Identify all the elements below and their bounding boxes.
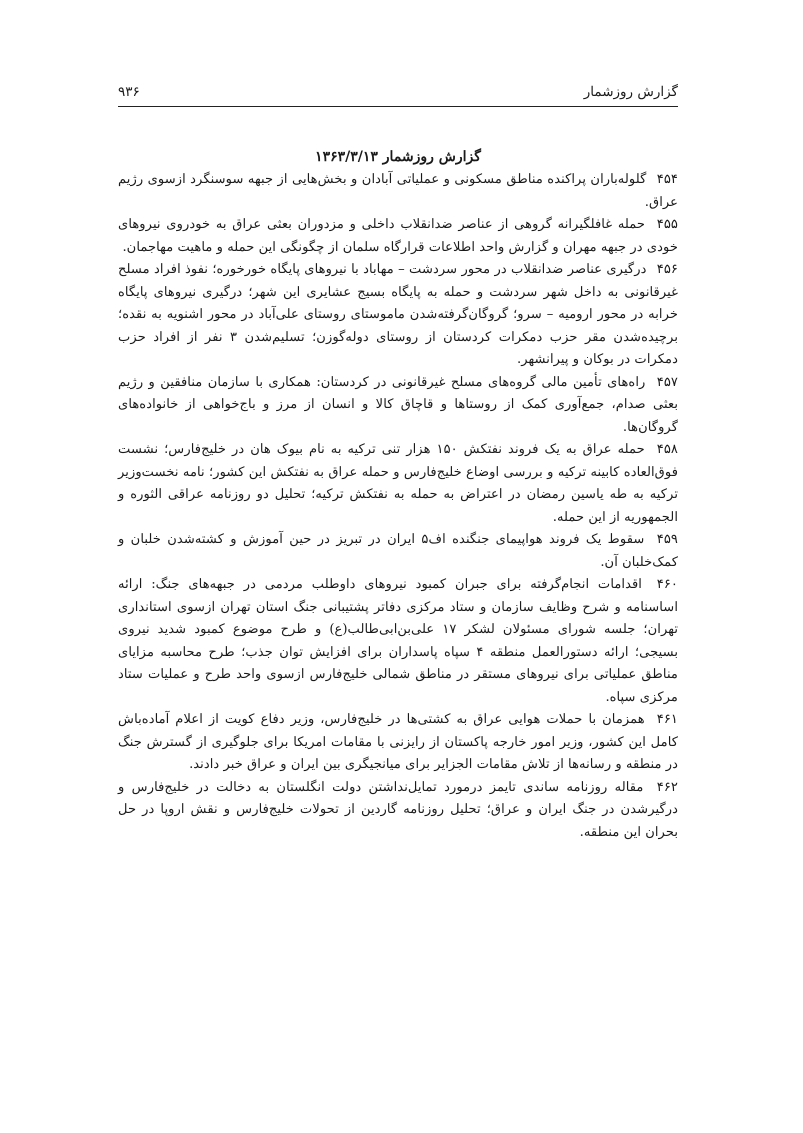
entry-text: سقوط یک فروند هواپیمای جنگنده اف‌۵ ایران در تبریز در حین آموزش و کشته‌شدن خلبان و کمک‌خلبان آن. bbox=[118, 532, 678, 570]
running-header bbox=[118, 84, 678, 107]
entry-462 bbox=[118, 777, 678, 845]
entry-number: ۴۵۶ bbox=[656, 262, 679, 277]
entry-text: اقدامات انجام‌گرفته برای جبران کمبود نیروهای داوطلب مردمی در جبهه‌های جنگ: ارائه اساسنامه و شرح وظایف سازمان و ستاد مرکزی دفاتر پشتیبانی جنگ استان تهران ازسوی استانداری تهران؛ جلسه شورای مسئولان لشکر ۱۷ علی‌بن‌ابی‌طالب(ع) و طرح موضوع کمبود شدید نیروی بسیجی؛ ارائه دستورالعمل منطقه ۴ سپاه پاسداران برای افزایش توان جذب؛ طرح محاسبه مزایای مناطق عملیاتی برای نیروهای مستقر در مناطق شمالی خلیج‌فارس ازسوی واحد طرح و عملیات ستاد مرکزی سپاه. bbox=[118, 577, 678, 705]
day-report-title: گزارش روزشمار ۱۳۶۳/۳/۱۳ bbox=[315, 149, 481, 165]
entry-text: حمله عراق به یک فروند نفتکش ۱۵۰ هزار تنی ترکیه به نام بیوک هان در خلیج‌فارس؛ نشست فوق‌العاده کابینه ترکیه و بررسی اوضاع خلیج‌فارس و حمله عراق به نفتکش این کشور؛ نامه نخست‌وزیر ترکیه به طه یاسین رمضان در اعتراض به حمله به نفتکش ترکیه؛ تحلیل دو روزنامه عراقی الثوره و الجمهوریه از این حمله. bbox=[118, 442, 678, 525]
entry-text: راه‌های تأمین مالی گروه‌های مسلح غیرقانونی در کردستان: همکاری با سازمان منافقین و رژیم بعثی صدام، جمع‌آوری کمک از روستاها و قاچاق کالا و انسان از مرز و باج‌خواهی از خانواده‌های گروگان‌ها. bbox=[118, 374, 678, 435]
entry-457 bbox=[118, 372, 678, 440]
entry-text: درگیری عناصر ضدانقلاب در محور سردشت – مهاباد با نیروهای پایگاه خورخوره؛ نفوذ افراد مسلح غیرقانونی به داخل شهر سردشت و حمله به پایگاه بسیج عشایری این شهر؛ درگیری نیروهای پایگاه خرابه در محور ارومیه – سرو؛ گروگان‌گرفته‌شدن ماموستای روستای علی‌آباد در محور اشنویه به نقده؛ برچیده‌شدن مقر حزب دمکرات کردستان از روستای دوله‌گوزن؛ تسلیم‌شدن ۳ نفر از افراد حزب دمکرات در بوکان و پیرانشهر. bbox=[118, 262, 678, 367]
entry-number: ۴۶۲ bbox=[656, 779, 678, 795]
entry-number: ۴۶۰ bbox=[656, 577, 678, 592]
entry-number: ۴۵۷ bbox=[656, 374, 678, 390]
entry-461 bbox=[118, 709, 678, 777]
entry-number: ۴۵۴ bbox=[656, 172, 678, 187]
entry-number: ۴۶۱ bbox=[656, 712, 678, 727]
entry-455 bbox=[118, 214, 678, 259]
entry-456 bbox=[118, 259, 678, 372]
entry-459 bbox=[118, 529, 678, 574]
entry-text: مقاله روزنامه ساندی تایمز درمورد تمایل‌نداشتن دولت انگلستان به دخالت در خلیج‌فارس و درگیرشدن در جنگ ایران و عراق؛ تحلیل روزنامه گاردین از تحولات خلیج‌فارس و نقش اروپا در حل بحران این منطقه. bbox=[118, 779, 678, 840]
entry-454 bbox=[118, 169, 678, 214]
entry-list bbox=[118, 169, 678, 844]
entry-number: ۴۵۸ bbox=[656, 442, 679, 457]
entry-458 bbox=[118, 439, 678, 529]
entry-460 bbox=[118, 574, 678, 709]
running-header-title: گزارش روزشمار bbox=[583, 84, 678, 100]
page-number: ۹۳۶ bbox=[118, 84, 140, 100]
entry-text: گلوله‌باران پراکنده مناطق مسکونی و عملیاتی آبادان و بخش‌هایی از جبهه سوسنگرد ازسوی رژیم عراق. bbox=[118, 172, 678, 210]
entry-text: همزمان با حملات هوایی عراق به کشتی‌ها در خلیج‌فارس، وزیر دفاع کویت از اعلام آماده‌باش کامل این کشور، وزیر امور خارجه پاکستان از رایزنی با مقامات امریکا برای جلوگیری از گسترش جنگ در منطقه و رسانه‌ها از تلاش مقامات الجزایر برای میانجیگری بین ایران و عراق خبر دادند. bbox=[118, 712, 678, 772]
entry-number: ۴۵۹ bbox=[656, 532, 678, 547]
entry-number: ۴۵۵ bbox=[656, 217, 678, 232]
document-page bbox=[118, 84, 678, 844]
entry-text: حمله غافلگیرانه گروهی از عناصر ضدانقلاب داخلی و مزدوران بعثی عراق به خودروی نیروهای خودی در جبهه مهران و گزارش واحد اطلاعات قرارگاه سلمان از چگونگی این حمله و ماهیت مهاجمان. bbox=[118, 217, 678, 255]
